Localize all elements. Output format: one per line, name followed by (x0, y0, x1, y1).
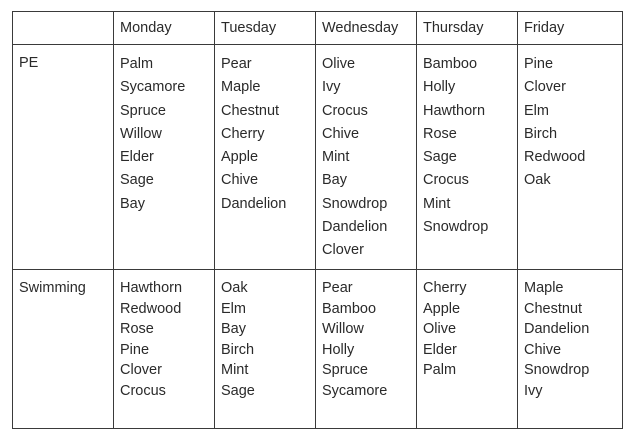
cell-item: Chive (322, 125, 360, 142)
cell-item: Rose (423, 125, 457, 142)
cell-item: Bay (322, 172, 347, 189)
cell-item: Chive (221, 172, 259, 189)
cell-swimming-monday (114, 270, 215, 429)
header-wednesday: Wednesday (316, 12, 417, 45)
cell-pe-friday (518, 45, 623, 270)
cell-item: Birch (524, 125, 558, 142)
cell-item: Pear (322, 280, 353, 296)
header-friday: Friday (518, 12, 623, 45)
cell-item: Olive (322, 56, 356, 72)
cell-item: Redwood (120, 300, 182, 317)
cell-item: Maple (221, 79, 261, 96)
cell-item: Apple (423, 300, 461, 317)
cell-item: Holly (322, 341, 355, 358)
cell-item: Crocus (423, 172, 469, 189)
header-monday: Monday (114, 12, 215, 45)
cell-item: Elder (120, 149, 154, 166)
cell-item: Dandelion (322, 219, 388, 236)
row-label-swimming: Swimming (13, 270, 114, 429)
cell-item: Snowdrop (423, 219, 489, 236)
row-label-pe: PE (13, 45, 114, 270)
cell-item: Sage (423, 149, 457, 166)
cell-item: Pear (221, 56, 252, 72)
cell-item: Bay (120, 195, 145, 212)
header-thursday: Thursday (417, 12, 518, 45)
cell-item: Dandelion (221, 195, 287, 212)
cell-item: Maple (524, 280, 564, 296)
row-swimming (13, 270, 623, 429)
cell-item: Elm (524, 102, 549, 119)
cell-swimming-thursday (417, 270, 518, 429)
cell-item: Mint (221, 362, 249, 379)
cell-item: Sycamore (120, 79, 186, 96)
cell-item: Elder (423, 341, 457, 358)
cell-item: Apple (221, 149, 259, 166)
cell-item: Snowdrop (322, 195, 388, 212)
cell-item: Olive (423, 321, 457, 338)
header-row (13, 12, 623, 45)
cell-item: Bamboo (423, 56, 478, 72)
cell-item: Clover (120, 362, 162, 379)
cell-item: Oak (221, 280, 248, 296)
cell-pe-wednesday (316, 45, 417, 270)
cell-item: Spruce (322, 362, 368, 379)
cell-swimming-friday (518, 270, 623, 429)
cell-item: Palm (120, 56, 154, 72)
cell-item: Crocus (322, 102, 368, 119)
cell-item: Sage (120, 172, 154, 189)
cell-item: Cherry (423, 280, 467, 296)
cell-item: Hawthorn (423, 102, 486, 119)
cell-item: Mint (322, 149, 350, 166)
cell-item: Mint (423, 195, 451, 212)
header-tuesday: Tuesday (215, 12, 316, 45)
cell-item: Chestnut (524, 300, 583, 317)
cell-item: Hawthorn (120, 280, 183, 296)
cell-item: Sage (221, 382, 255, 399)
cell-item: Willow (120, 125, 162, 142)
cell-item: Redwood (524, 149, 586, 166)
cell-item: Sycamore (322, 382, 388, 399)
cell-pe-monday (114, 45, 215, 270)
cell-item: Bamboo (322, 300, 377, 317)
cell-item: Ivy (322, 79, 341, 96)
cell-item: Spruce (120, 102, 166, 119)
cell-item: Palm (423, 362, 457, 379)
cell-item: Chestnut (221, 102, 280, 119)
cell-item: Bay (221, 321, 246, 338)
cell-item: Oak (524, 172, 551, 189)
timetable (12, 11, 623, 429)
cell-item: Crocus (120, 382, 166, 399)
row-pe (13, 45, 623, 270)
cell-item: Birch (221, 341, 255, 358)
cell-pe-thursday (417, 45, 518, 270)
cell-item: Dandelion (524, 321, 590, 338)
cell-item: Snowdrop (524, 362, 590, 379)
cell-item: Holly (423, 79, 456, 96)
cell-swimming-tuesday (215, 270, 316, 429)
cell-pe-tuesday (215, 45, 316, 270)
cell-swimming-wednesday (316, 270, 417, 429)
header-corner (13, 12, 114, 45)
cell-item: Pine (120, 341, 150, 358)
cell-item: Elm (221, 300, 246, 317)
cell-item: Cherry (221, 125, 265, 142)
cell-item: Clover (524, 79, 566, 96)
cell-item: Ivy (524, 382, 543, 399)
cell-item: Chive (524, 341, 562, 358)
cell-item: Pine (524, 56, 554, 72)
cell-item: Rose (120, 321, 154, 338)
cell-item: Willow (322, 321, 364, 338)
cell-item: Clover (322, 242, 364, 259)
